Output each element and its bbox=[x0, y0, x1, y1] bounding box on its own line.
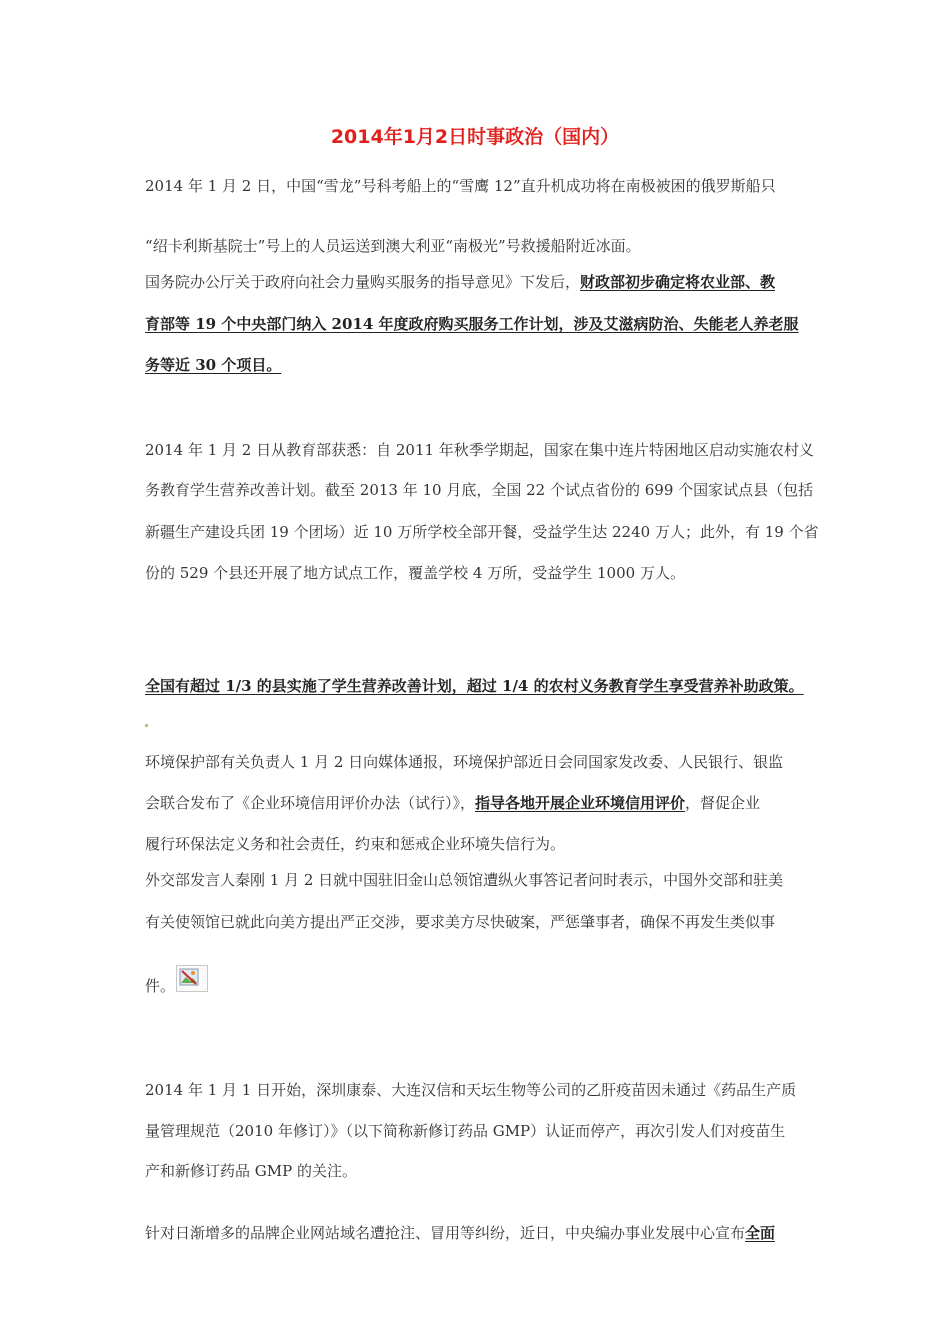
paragraph-5-line-1: 环境保护部有关负责人 1 月 2 日向媒体通报，环境保护部近日会同国家发改委、人民银行、银监 bbox=[145, 753, 784, 771]
stray-mark bbox=[145, 724, 148, 727]
paragraph-8-line-1 bbox=[145, 1223, 775, 1243]
paragraph-1-line-1: 2014 年 1 月 2 日，中国“雪龙”号科考船上的“雪鹰 12”直升机成功将在南极被困的俄罗斯船只 bbox=[145, 177, 776, 195]
paragraph-5-tail: ，督促企业 bbox=[685, 794, 761, 812]
paragraph-3-line-2: 务教育学生营养改善计划。截至 2013 年 10 月底，全国 22 个试点省份的 699 个国家试点县（包括 bbox=[145, 481, 814, 499]
paragraph-8-highlight: 全面 bbox=[745, 1224, 776, 1242]
paragraph-2-text: 国务院办公厅关于政府向社会力量购买服务的指导意见》下发后， bbox=[145, 273, 581, 291]
broken-image-icon bbox=[176, 965, 208, 992]
paragraph-6-line-3: 件。 bbox=[145, 977, 176, 995]
broken-image-glyph bbox=[179, 968, 205, 989]
paragraph-5-text: 会联合发布了《企业环境信用评价办法（试行）》， bbox=[145, 794, 476, 812]
paragraph-4-line-1: 全国有超过 1/3 的县实施了学生营养改善计划，超过 1/4 的农村义务教育学生享受营养补助政策。 bbox=[145, 677, 804, 695]
paragraph-3-line-3: 新疆生产建设兵团 19 个团场）近 10 万所学校全部开餐，受益学生达 2240 万人；此外，有 19 个省 bbox=[145, 523, 819, 541]
paragraph-6-line-1: 外交部发言人秦刚 1 月 2 日就中国驻旧金山总领馆遭纵火事答记者问时表示，中国外交部和驻美 bbox=[145, 871, 784, 889]
paragraph-7-line-2: 量管理规范（2010 年修订）》（以下简称新修订药品 GMP）认证而停产，再次引发人们对疫苗生 bbox=[145, 1122, 786, 1140]
paragraph-5-highlight: 指导各地开展企业环境信用评价 bbox=[475, 794, 686, 812]
paragraph-5-line-3: 履行环保法定义务和社会责任，约束和惩戒企业环境失信行为。 bbox=[145, 835, 566, 853]
paragraph-8-text: 针对日渐增多的品牌企业网站域名遭抢注、冒用等纠纷，近日，中央编办事业发展中心宣布 bbox=[145, 1224, 746, 1242]
paragraph-2-highlight: 财政部初步确定将农业部、教 bbox=[580, 273, 776, 291]
paragraph-6-line-2: 有关使领馆已就此向美方提出严正交涉，要求美方尽快破案，严惩肇事者，确保不再发生类似事 bbox=[145, 913, 776, 931]
paragraph-3-line-4: 份的 529 个县还开展了地方试点工作，覆盖学校 4 万所，受益学生 1000 万人。 bbox=[145, 564, 685, 582]
page-title: 2014年1月2日时事政治（国内） bbox=[330, 126, 620, 148]
paragraph-2-line-3: 务等近 30 个项目。 bbox=[145, 356, 282, 374]
paragraph-2-line-1 bbox=[145, 272, 775, 292]
paragraph-7-line-1: 2014 年 1 月 1 日开始，深圳康泰、大连汉信和天坛生物等公司的乙肝疫苗因未通过《药品生产质 bbox=[145, 1081, 797, 1099]
paragraph-7-line-3: 产和新修订药品 GMP 的关注。 bbox=[145, 1162, 357, 1180]
paragraph-5-line-2 bbox=[145, 793, 760, 813]
paragraph-3-line-1: 2014 年 1 月 2 日从教育部获悉：自 2011 年秋季学期起，国家在集中连片特困地区启动实施农村义 bbox=[145, 441, 814, 459]
paragraph-2-line-2: 育部等 19 个中央部门纳入 2014 年度政府购买服务工作计划，涉及艾滋病防治、失能老人养老服 bbox=[145, 315, 799, 333]
paragraph-1-line-2: “绍卡利斯基院士”号上的人员运送到澳大利亚“南极光”号救援船附近冰面。 bbox=[145, 237, 641, 255]
